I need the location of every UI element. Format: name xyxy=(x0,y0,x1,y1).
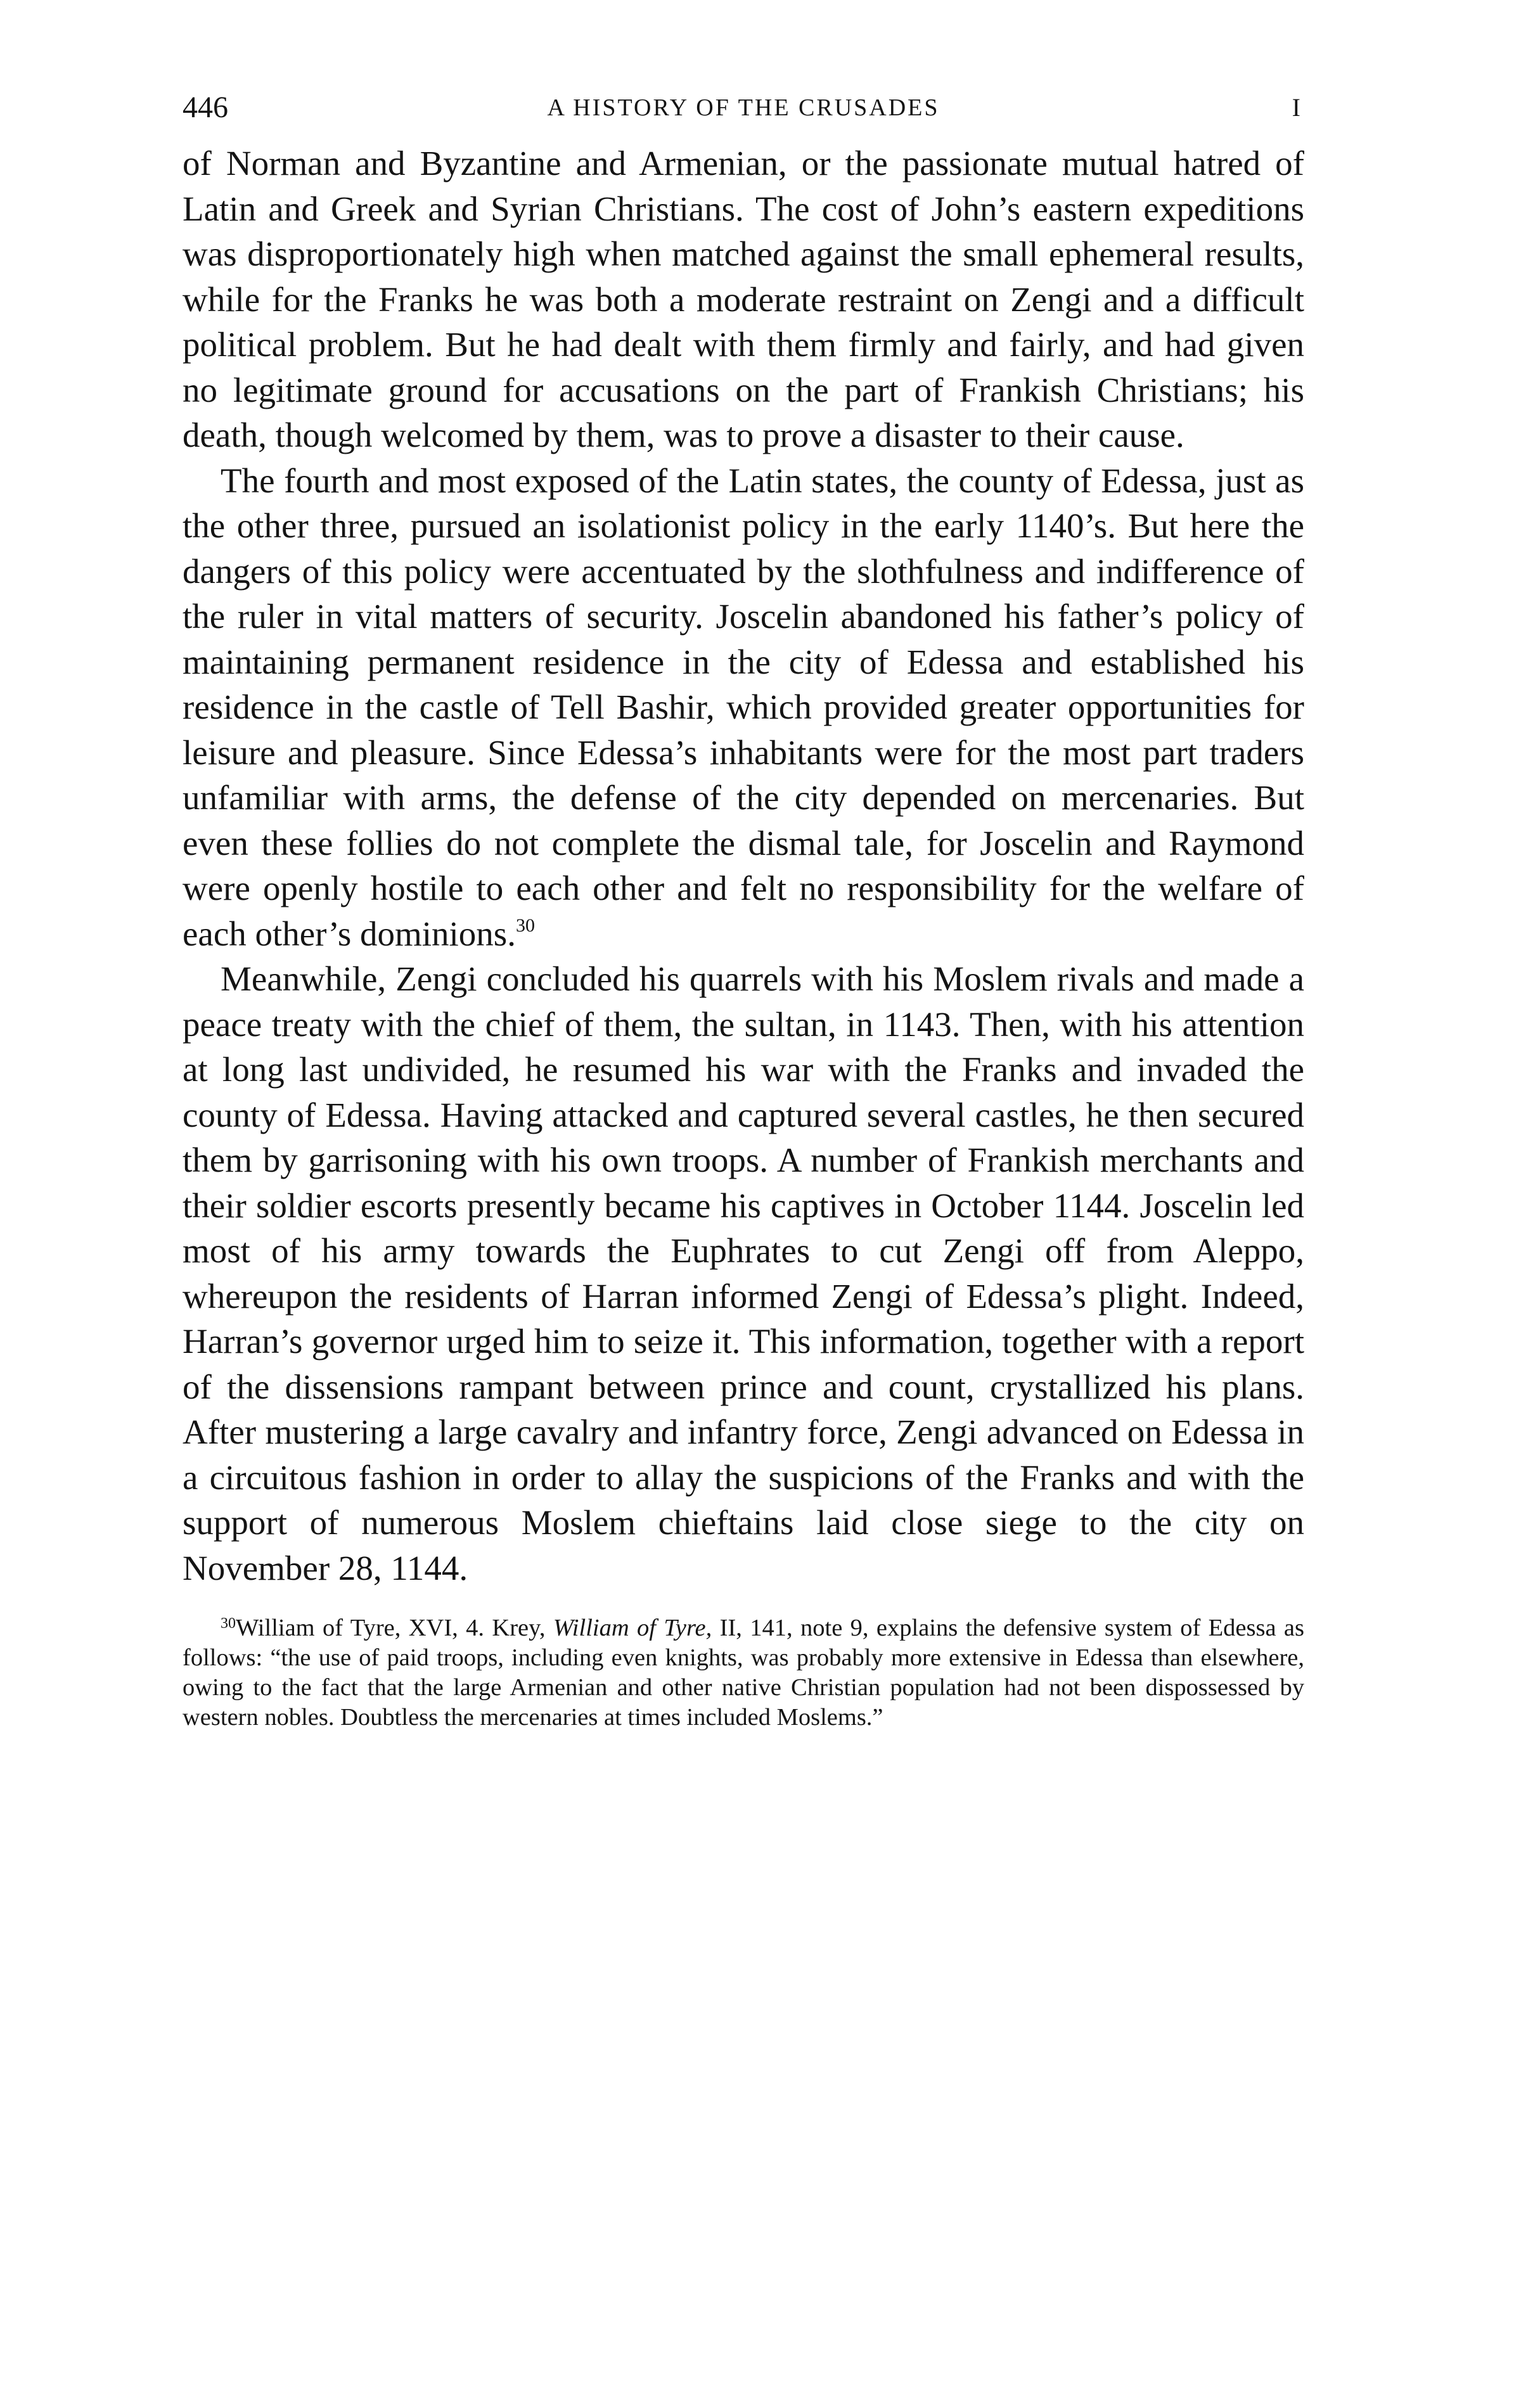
running-head xyxy=(183,89,1304,127)
paragraph-1: of Norman and Byzantine and Armenian, or the passionate mutual hatred of Latin and Greek and Syrian Christians. The cost of John’s eastern expeditions was disproportionately high when matched against the small ephemeral results, while for the Franks he was both a moderate restraint on Zengi and a difficult political problem. But he had dealt with them firmly and fairly, and had given no legitimate ground for accusations on the part of Frankish Christians; his death, though welcomed by them, was to prove a disaster to their cause. xyxy=(183,144,1304,454)
running-title: A HISTORY OF THE CRUSADES xyxy=(547,94,940,121)
paragraph-3: Meanwhile, Zengi concluded his quarrels with his Moslem rivals and made a peace treaty with the chief of them, the sultan, in 1143. Then, with his attention at long last undivided, he resumed his war with the Franks and invaded the county of Edessa. Having attacked and captured several castles, he then secured them by garrisoning with his own troops. A number of Frankish merchants and their soldier escorts presently became his captives in October 1144. Joscelin led most of his army towards the Euphrates to cut Zengi off from Aleppo, whereupon the residents of Harran informed Zengi of Edessa’s plight. Indeed, Harran’s governor urged him to seize it. This information, together with a report of the dissensions rampant between prince and count, crystallized his plans. After mustering a large cavalry and infantry force, Zengi advanced on Edessa in a circuitous fashion in order to allay the suspicions of the Franks and with the support of numerous Moslem chieftains laid close siege to the city on November 28, 1144. xyxy=(183,959,1304,1587)
paragraph-2-text: The fourth and most exposed of the Latin states, the county of Edessa, just as the other three, pursued an isolationist policy in the early 1140’s. But here the dangers of this policy were accentuated by the slothfulness and indifference of the ruler in vital matters of security. Joscelin abandoned his father’s policy of maintaining permanent residence in the city of Edessa and established his residence in the castle of Tell Bashir, which provided greater opportunities for leisure and pleasure. Since Edessa’s inhabitants were for the most part traders unfamiliar with arms, the defense of the city depended on mercenaries. But even these follies do not complete the dismal tale, for Joscelin and Raymond were openly hostile to each other and felt no responsibility for the welfare of each other’s dominions. xyxy=(183,461,1304,953)
chapter-numeral: I xyxy=(1292,93,1300,122)
footnote-cited-title: William of Tyre, xyxy=(553,1615,712,1641)
footnote-text-start: William of Tyre, XVI, 4. Krey, xyxy=(236,1615,553,1641)
footnote-text-end: II, 141, note 9, explains the defensive system of Edessa as follows: “the use of paid troops, including even knights, was probably more extensive in Edessa than elsewhere, owing to the fact that the large Armenian and other native Christian population had not been dispossessed by western nobles. Doubtless the mercenaries at times included Moslems.” xyxy=(183,1615,1304,1731)
body-text xyxy=(183,141,1304,1591)
footnote-reference: 30 xyxy=(515,914,535,936)
page-number: 446 xyxy=(183,91,228,124)
footnote-marker: 30 xyxy=(221,1615,236,1632)
footnotes xyxy=(183,1613,1304,1732)
footnote-30 xyxy=(183,1613,1304,1732)
paragraph-2 xyxy=(183,458,1304,957)
book-page xyxy=(183,89,1304,1732)
